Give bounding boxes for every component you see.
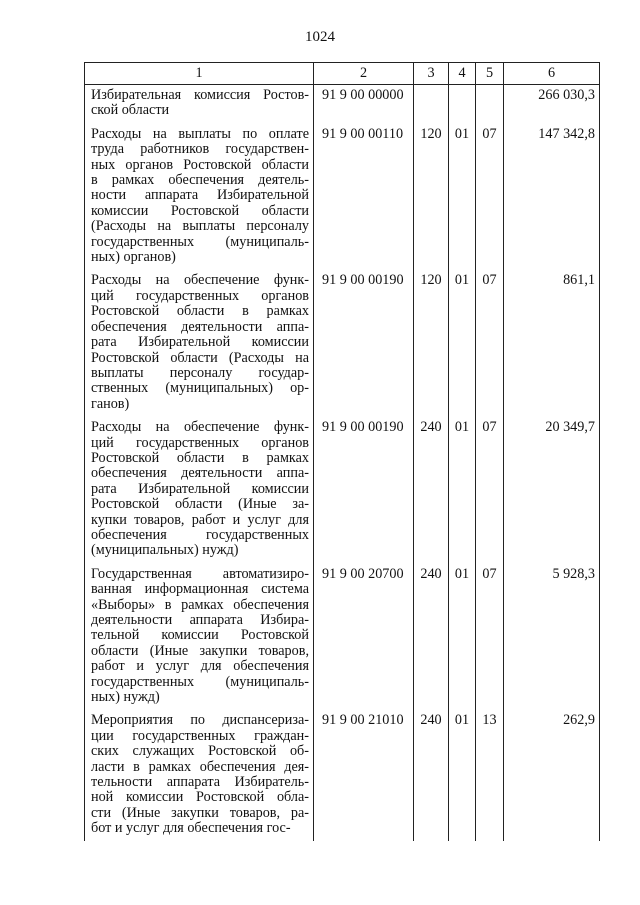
row-col-3: 120 xyxy=(414,269,449,416)
column-header-2: 2 xyxy=(314,63,414,85)
row-col-4: 01 xyxy=(449,269,476,416)
row-name-line: «Выборы» в рамках обеспечения xyxy=(91,596,309,613)
row-name-line: тельной комиссии Ростовской xyxy=(91,627,309,644)
table-row xyxy=(85,709,600,840)
row-name-line: Ростовской области в рамках xyxy=(91,449,309,466)
row-col-4: 01 xyxy=(449,563,476,710)
row-amount: 262,9 xyxy=(504,709,600,840)
row-name-line: деятельности аппарата Избира- xyxy=(91,612,309,628)
row-name xyxy=(85,709,314,840)
row-amount: 147 342,8 xyxy=(504,123,600,270)
column-header-1: 1 xyxy=(85,63,314,85)
row-col-5: 07 xyxy=(476,416,504,563)
table-row xyxy=(85,123,600,270)
column-header-3: 3 xyxy=(414,63,449,85)
row-name-line: ских служащих Ростовской об- xyxy=(91,743,309,760)
row-name-line: в рамках обеспечения деятель- xyxy=(91,172,309,189)
row-name-line: государственных (муниципаль- xyxy=(91,233,309,250)
row-col-5: 07 xyxy=(476,269,504,416)
row-name-line: ций государственных органов xyxy=(91,287,309,304)
row-name-line: ской области xyxy=(91,102,170,119)
row-name-line: Мероприятия по диспансеризa- xyxy=(91,712,309,729)
row-name xyxy=(85,123,314,270)
row-name-line: ласти в рамках обеспечения дея- xyxy=(91,758,309,775)
row-name xyxy=(85,416,314,563)
row-name-line: Избирательная комиссия Ростов- xyxy=(91,87,309,103)
header-row xyxy=(85,63,600,85)
row-name-line: рата Избирательной комиссии xyxy=(91,334,309,351)
row-name-line: Расходы на обеспечение функ- xyxy=(91,419,309,436)
row-name-line: ных органов Ростовской области xyxy=(91,156,309,173)
row-name-line: ции государственных граждан- xyxy=(91,727,309,744)
row-col-3: 240 xyxy=(414,416,449,563)
row-name-line: сти (Иные закупки товаров, ра- xyxy=(91,804,309,821)
column-header-4: 4 xyxy=(449,63,476,85)
row-name-line: ных) нужд) xyxy=(91,689,160,706)
row-code: 91 9 00 00110 xyxy=(314,123,414,270)
row-name-line: Расходы на выплаты по оплате xyxy=(91,125,309,142)
table-body xyxy=(85,85,600,841)
table-row xyxy=(85,85,600,123)
row-name-line: обеспечения деятельности аппа- xyxy=(91,465,309,482)
row-name-line: ственных (муниципальных) ор- xyxy=(91,380,309,397)
row-code: 91 9 00 00000 xyxy=(314,85,414,123)
row-name xyxy=(85,85,314,123)
row-name-line: бот и услуг для обеспечения гос- xyxy=(91,820,291,837)
row-name-line: ганов) xyxy=(91,395,130,412)
row-name-line: работ и услуг для обеспечения xyxy=(91,658,309,675)
row-name xyxy=(85,269,314,416)
row-code: 91 9 00 00190 xyxy=(314,416,414,563)
row-name-line: Ростовской области (Расходы на xyxy=(91,349,309,366)
row-amount: 266 030,3 xyxy=(504,85,600,123)
row-code: 91 9 00 00190 xyxy=(314,269,414,416)
row-amount: 20 349,7 xyxy=(504,416,600,563)
row-amount: 5 928,3 xyxy=(504,563,600,710)
budget-table xyxy=(84,62,600,841)
table-row xyxy=(85,563,600,710)
row-name-line: Государственная автоматизиро- xyxy=(91,565,309,582)
table-row xyxy=(85,269,600,416)
row-name-line: области (Иные закупки товаров, xyxy=(91,642,309,659)
row-name-line: Ростовской области в рамках xyxy=(91,303,309,320)
row-col-4: 01 xyxy=(449,123,476,270)
row-code: 91 9 00 20700 xyxy=(314,563,414,710)
row-col-5: 07 xyxy=(476,563,504,710)
column-header-6: 6 xyxy=(504,63,600,85)
row-col-3: 120 xyxy=(414,123,449,270)
row-name-line: ных) органов) xyxy=(91,249,176,266)
page-number: 1024 xyxy=(305,29,335,45)
row-name-line: (Расходы на выплаты персоналу xyxy=(91,218,309,235)
row-name-line: выплаты персоналу государ- xyxy=(91,364,309,381)
row-name-line: рата Избирательной комиссии xyxy=(91,480,309,497)
row-name-line: комиссии Ростовской области xyxy=(91,202,309,219)
row-col-3: 240 xyxy=(414,709,449,840)
row-code: 91 9 00 21010 xyxy=(314,709,414,840)
table-row xyxy=(85,416,600,563)
row-col-4 xyxy=(449,85,476,123)
row-name-line: ной комиссии Ростовской обла- xyxy=(91,789,309,806)
row-col-5 xyxy=(476,85,504,123)
row-name xyxy=(85,563,314,710)
row-name-line: ванная информационная система xyxy=(91,581,309,598)
row-name-line: труда работников государствен- xyxy=(91,141,309,158)
column-header-5: 5 xyxy=(476,63,504,85)
row-name-line: тельности аппарата Избиратель- xyxy=(91,774,309,791)
row-col-5: 07 xyxy=(476,123,504,270)
row-name-line: купки товаров, работ и услуг для xyxy=(91,511,309,528)
row-name-line: обеспечения государственных xyxy=(91,526,309,543)
row-col-3 xyxy=(414,85,449,123)
row-amount: 861,1 xyxy=(504,269,600,416)
row-name-line: обеспечения деятельности аппа- xyxy=(91,318,309,335)
row-name-line: ности аппарата Избирательной xyxy=(91,187,309,204)
row-name-line: Ростовской области (Иные за- xyxy=(91,496,309,513)
row-col-4: 01 xyxy=(449,416,476,563)
row-col-3: 240 xyxy=(414,563,449,710)
row-col-5: 13 xyxy=(476,709,504,840)
row-name-line: государственных (муниципаль- xyxy=(91,673,309,690)
row-name-line: (муниципальных) нужд) xyxy=(91,542,239,559)
row-name-line: Расходы на обеспечение функ- xyxy=(91,272,309,289)
row-name-line: ций государственных органов xyxy=(91,434,309,451)
row-col-4: 01 xyxy=(449,709,476,840)
